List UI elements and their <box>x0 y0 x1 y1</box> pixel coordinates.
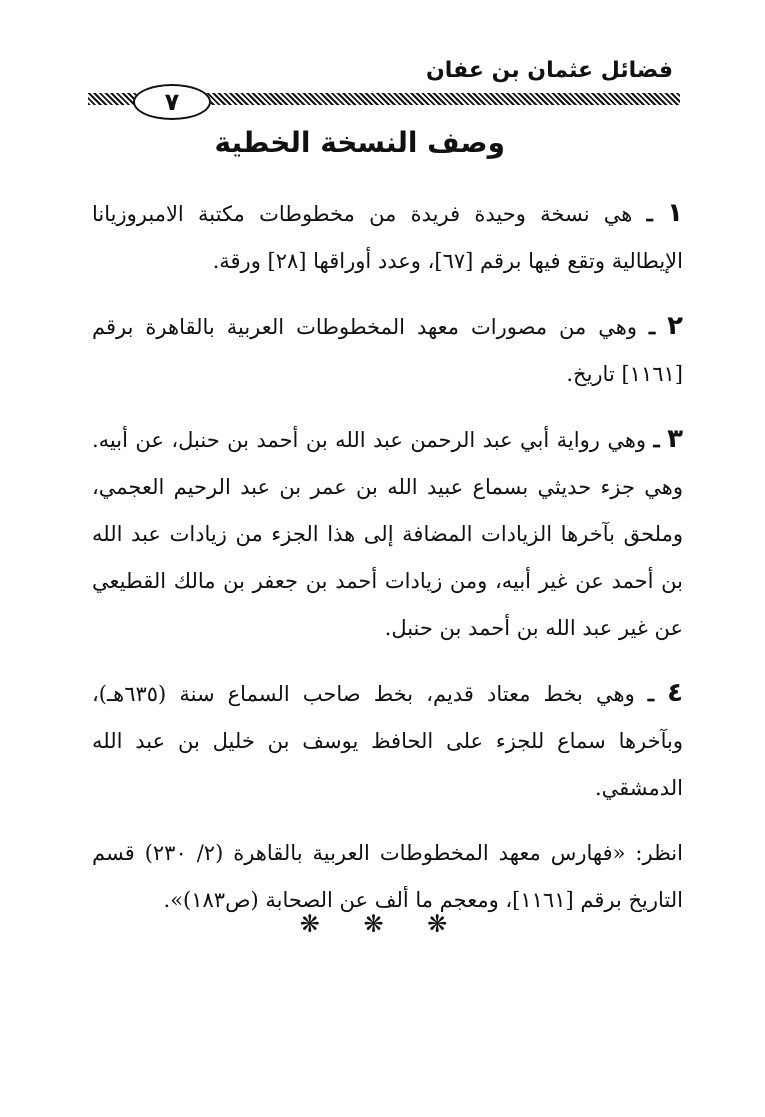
item-number: ١ <box>667 198 683 228</box>
list-item <box>92 670 683 812</box>
item-number: ٢ <box>667 311 683 341</box>
item-dash: ـ <box>653 427 660 452</box>
item-text: وهي بخط معتاد قديم، بخط صاحب السماع سنة (٦٣٥هـ)، وبآخرها سماع للجزء على الحافظ يوسف بن خليل بن عبد الله الدمشقي. <box>92 682 683 800</box>
item-text: وهي رواية أبي عبد الرحمن عبد الله بن أحمد بن حنبل، عن أبيه. وهي جزء حديثي بسماع عبيد الله بن عمر بن عبد الرحيم العجمي، وملحق بآخرها الزيادات المضافة إلى هذا الجزء من زيادات عبد الله بن أحمد عن غير أبيه، ومن زيادات أحمد بن جعفر بن مالك القطيعي عن غير عبد الله بن أحمد بن حنبل. <box>92 428 683 640</box>
list-item <box>92 416 683 652</box>
item-number: ٤ <box>667 678 683 708</box>
reference-note: انظر: «فهارس معهد المخطوطات العربية بالقاهرة (٢/ ٢٣٠) قسم التاريخ برقم [١١٦١]، ومعجم ما ألف عن الصحابة (ص١٨٣)». <box>92 841 683 912</box>
list-item <box>92 190 683 285</box>
item-dash: ـ <box>647 681 654 706</box>
body-text <box>92 190 683 942</box>
item-number: ٣ <box>667 424 683 454</box>
item-text: وهي من مصورات معهد المخطوطات العربية بالقاهرة برقم [١١٦١] تاريخ. <box>92 315 683 386</box>
page-number: ٧ <box>133 84 211 120</box>
item-dash: ـ <box>648 314 656 339</box>
running-title: فضائل عثمان بن عفان <box>426 58 673 83</box>
section-title: وصف النسخة الخطية <box>214 126 505 159</box>
list-item <box>92 303 683 398</box>
item-text: هي نسخة وحيدة فريدة من مخطوطات مكتبة الامبروزيانا الإيطالية وتقع فيها برقم [٦٧]، وعدد أوراقها [٢٨] ورقة. <box>92 202 683 273</box>
section-divider: ❋ ❋ ❋ <box>299 910 466 938</box>
item-dash: ـ <box>646 201 653 226</box>
